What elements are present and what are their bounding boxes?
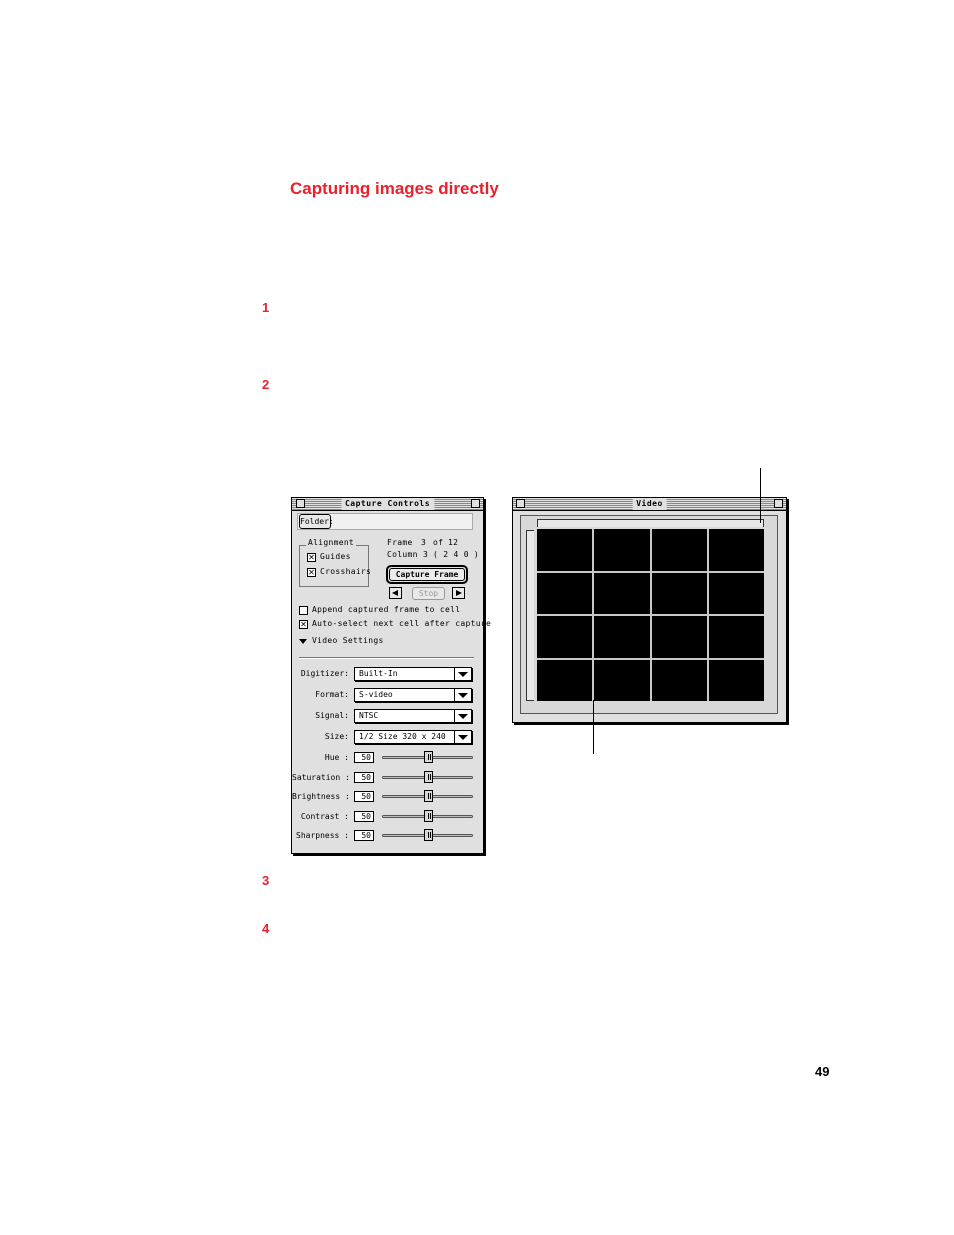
close-box-icon[interactable]: [516, 499, 525, 508]
step-number-4: 4: [262, 921, 270, 936]
video-grid-cell[interactable]: [594, 616, 649, 658]
slider-value-field[interactable]: 50: [354, 791, 374, 802]
video-grid-cell[interactable]: [594, 529, 649, 571]
chevron-down-icon: [458, 714, 468, 719]
frame-total: 12: [448, 538, 459, 547]
chevron-down-icon: [458, 693, 468, 698]
folder-button[interactable]: Folder:: [299, 514, 331, 529]
slider-thumb[interactable]: [424, 751, 433, 763]
callout-line-bottom: [593, 700, 594, 754]
step-number-1: 1: [262, 300, 270, 315]
frame-current: 3: [421, 538, 427, 547]
video-grid-cell[interactable]: [594, 573, 649, 615]
capture-controls-window: [291, 497, 492, 854]
video-grid-cell[interactable]: [709, 529, 764, 571]
step-number-2: 2: [262, 377, 270, 392]
video-grid-cell[interactable]: [537, 529, 592, 571]
slider-thumb[interactable]: [424, 829, 433, 841]
video-grid-cell[interactable]: [537, 616, 592, 658]
size-label: Size:: [324, 732, 349, 741]
zoom-box-icon[interactable]: [471, 499, 480, 508]
callout-line-top: [760, 468, 761, 523]
column-value: 3: [423, 550, 429, 559]
append-frame-label: Append captured frame to cell: [312, 605, 461, 614]
slider-label: Hue :: [324, 753, 349, 762]
divider: [299, 657, 474, 659]
column-label: Column: [387, 550, 418, 559]
digitizer-value: Built-In: [359, 669, 398, 678]
slider-thumb[interactable]: [424, 771, 433, 783]
guides-checkbox[interactable]: ✕: [308, 553, 315, 562]
video-window: [512, 497, 787, 723]
guides-label: Guides: [320, 552, 351, 561]
format-value: S-video: [359, 690, 393, 699]
slider-value-field[interactable]: 50: [354, 811, 374, 822]
slider-label: Sharpness :: [296, 831, 349, 840]
window-title: Capture Controls: [341, 498, 434, 510]
capture-frame-button[interactable]: Capture Frame: [389, 568, 465, 581]
video-grid-cell[interactable]: [652, 616, 707, 658]
previous-frame-button[interactable]: [389, 587, 402, 599]
video-grid: [537, 529, 764, 701]
format-label: Format:: [315, 690, 349, 699]
signal-label: Signal:: [315, 711, 349, 720]
top-guide-handle[interactable]: [537, 519, 764, 527]
video-grid-cell[interactable]: [652, 573, 707, 615]
format-popup[interactable]: [354, 688, 472, 702]
size-popup[interactable]: [354, 730, 472, 744]
chevron-down-icon: [458, 672, 468, 677]
alignment-group-label: Alignment: [308, 538, 355, 547]
video-grid-cell[interactable]: [652, 660, 707, 702]
frame-label: Frame: [387, 538, 413, 547]
chevron-down-icon: [458, 735, 468, 740]
stop-button[interactable]: Stop: [412, 587, 445, 600]
column-paren: ( 2 4 0 ): [433, 550, 480, 559]
video-window-title: Video: [632, 498, 667, 510]
append-frame-checkbox[interactable]: [299, 606, 308, 615]
disclosure-triangle-icon[interactable]: [299, 639, 307, 644]
step-number-3: 3: [262, 873, 270, 888]
crosshairs-checkbox[interactable]: ✕: [308, 568, 315, 577]
frame-of: of: [433, 538, 444, 547]
slider-label: Brightness :: [292, 792, 350, 801]
size-value: 1/2 Size 320 x 240: [359, 732, 446, 741]
next-frame-button[interactable]: [452, 587, 465, 599]
video-titlebar[interactable]: [513, 498, 786, 511]
left-arrow-icon: [392, 590, 398, 596]
video-grid-cell[interactable]: [709, 573, 764, 615]
zoom-box-icon[interactable]: [774, 499, 783, 508]
slider-value-field[interactable]: 50: [354, 752, 374, 763]
capture-controls-titlebar[interactable]: [292, 498, 483, 511]
video-grid-cell[interactable]: [594, 660, 649, 702]
digitizer-label: Digitizer:: [300, 669, 349, 678]
video-grid-cell[interactable]: [537, 660, 592, 702]
auto-select-label: Auto-select next cell after capture: [312, 619, 492, 628]
close-box-icon[interactable]: [296, 499, 305, 508]
slider-label: Saturation :: [292, 773, 350, 782]
slider-thumb[interactable]: [424, 790, 433, 802]
auto-select-checkbox[interactable]: ✕: [300, 620, 307, 629]
right-arrow-icon: [456, 590, 462, 596]
crosshairs-label: Crosshairs: [320, 567, 372, 576]
left-guide-handle[interactable]: [526, 530, 534, 701]
page-number: 49: [815, 1064, 830, 1079]
slider-thumb[interactable]: [424, 810, 433, 822]
video-grid-cell[interactable]: [652, 529, 707, 571]
video-grid-cell[interactable]: [709, 616, 764, 658]
video-grid-cell[interactable]: [537, 573, 592, 615]
signal-value: NTSC: [359, 711, 379, 720]
section-heading: Capturing images directly: [290, 179, 499, 198]
signal-popup[interactable]: [354, 709, 472, 723]
slider-label: Contrast :: [300, 812, 349, 821]
video-grid-cell[interactable]: [709, 660, 764, 702]
slider-value-field[interactable]: 50: [354, 772, 374, 783]
slider-value-field[interactable]: 50: [354, 830, 374, 841]
digitizer-popup[interactable]: [354, 667, 472, 681]
video-settings-label: Video Settings: [312, 636, 384, 645]
